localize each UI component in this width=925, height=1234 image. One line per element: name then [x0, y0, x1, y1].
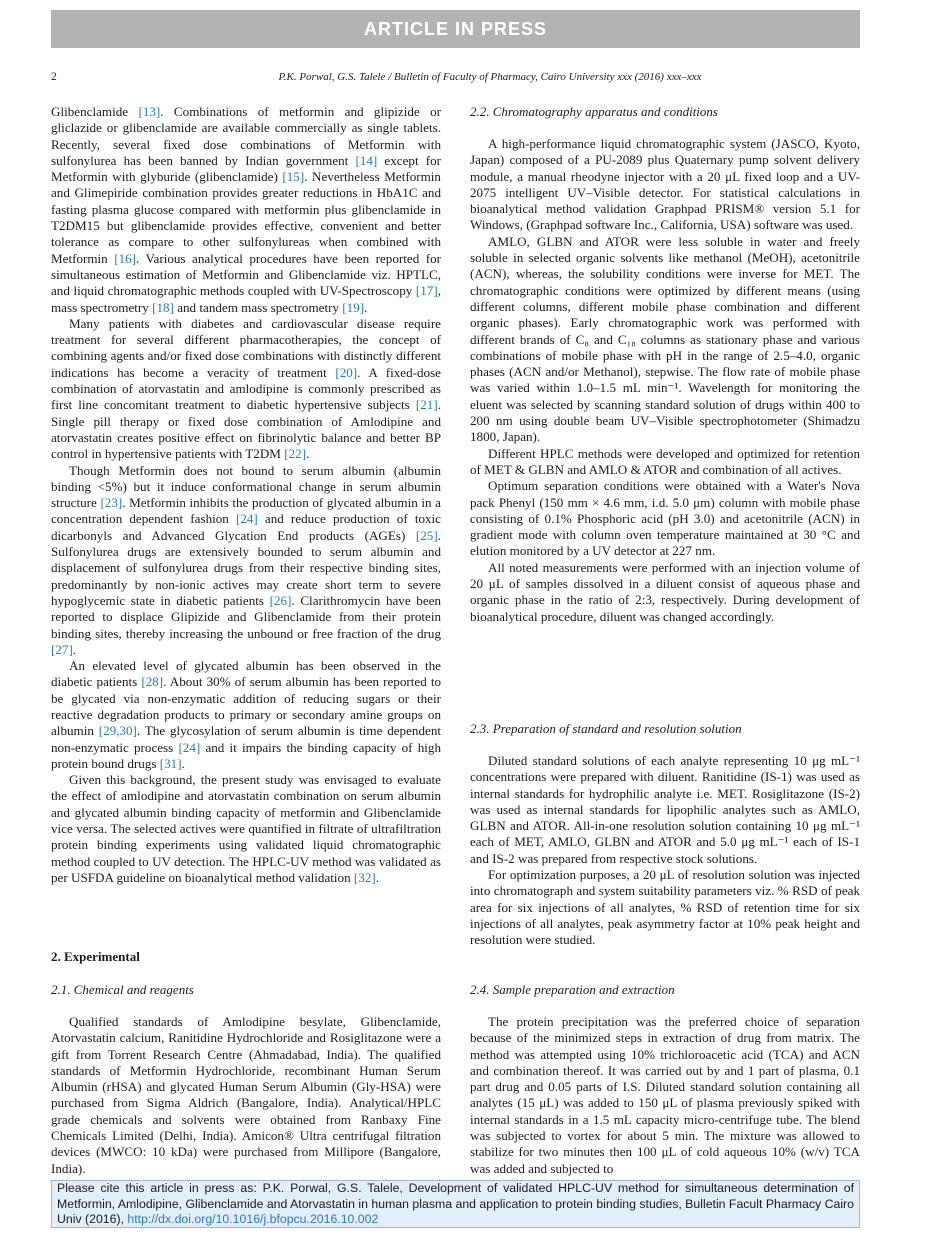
- reference-link[interactable]: [26]: [269, 592, 292, 608]
- article-in-press-banner: ARTICLE IN PRESS: [51, 10, 860, 48]
- paragraph: The protein precipitation was the preferred choice of separation because of the minimized steps in extraction of drug from matrix. The method was attempted using 10% trichloroacetic acid (TCA) and ACN and combination thereof. It was carried out by and 1 part of plasma, 0.1 part drug and 0.05 parts of I.S. Diluted standard solution containing all analytes (15 μL) was added to 150 μL of plasma previously spiked with internal standards in a 1.5 mL capacity micro-centrifuge tube. The blend was subjected to vortex for about 5 min. The mixture was allowed to stabilize for two minutes then 100 μL of cold aqueous 10% (w/v) TCA was added and subjected to: [470, 1014, 860, 1176]
- reference-link[interactable]: [28]: [141, 674, 164, 690]
- paragraph: Diluted standard solutions of each analyte representing 10 μg mL⁻¹ concentrations were prepared with diluent. Ranitidine (IS-1) was used as internal standards for hydrophilic analyte i.e. MET. Rosiglitazone (IS-2) was used as internal standards for lipophilic analytes such as AMLO, GLBN and ATOR. All-in-one resolution solution containing 10 μg mL⁻¹ each of MET, AMLO, GLBN and ATOR and 5.0 μg mL⁻¹ each of IS-1 and IS-2 was prepared from respective stock solutions.: [470, 753, 860, 866]
- reference-link[interactable]: [31]: [159, 755, 182, 771]
- left-column-intro: [51, 104, 441, 886]
- citation-box: [51, 1180, 860, 1228]
- section-2-4-body: [470, 1014, 860, 1177]
- reference-link[interactable]: [23]: [100, 495, 123, 511]
- subsection-heading-2-3: 2.3. Preparation of standard and resolution solution: [470, 721, 742, 736]
- reference-link[interactable]: [13]: [138, 104, 161, 119]
- paragraph: Optimum separation conditions were obtained with a Water's Nova pack Phenyl (150 mm × 4.6 mm, i.d. 5.0 μm) column with mobile phase consisting of 0.1% Phosphoric acid (pH 3.0) and acetonitrile (ACN) in gradient mode with column oven temperature maintained at 30 °C and elution monitored by a UV detector at 227 nm.: [470, 478, 860, 559]
- reference-link[interactable]: [29,30]: [98, 723, 137, 739]
- page-number: 2: [51, 71, 57, 83]
- section-2-2-body: [470, 136, 860, 625]
- paragraph: For optimization purposes, a 20 μL of resolution solution was injected into chromatograph and system suitability parameters viz. % RSD of peak area for six injections of all analytes, % RSD of retention time for six injections of all analytes, peak asymmetry factor at 10% peak height and resolution were studied.: [470, 867, 860, 948]
- reference-link[interactable]: [14]: [355, 152, 378, 168]
- paragraph: AMLO, GLBN and ATOR were less soluble in water and freely soluble in selected organic solvents like methanol (MeOH), acetonitrile (ACN), whereas, the solubility conditions were inverse for MET. The chromatographic conditions were optimized by different means (using different columns, different mobile phase combination and different organic phases). Early chromatographic work was performed with different brands of C₈ and C₁₈ columns as stationary phase and various combinations of mobile phase with pH in the range of 2.5–4.0, organic phases (ACN and/or Methanol), stepwise. The flow rate of mobile phase was varied within 1.0–1.5 mL min⁻¹. Wavelength for monitoring the eluent was selected by scanning standard solution of drugs within 400 to 200 nm using double beam UV–Visible spectrophotometer (Shimadzu 1800, Japan).: [470, 233, 860, 445]
- paragraph: Given this background, the present study was envisaged to evaluate the effect of amlodipine and atorvastatin combination on serum albumin and glycated albumin binding capacity of metformin and Glibenclamide vice versa. The selected actives were quantified in filtrate of ultrafiltration protein binding experiments using validated liquid chromatographic method coupled to UV detection. The HPLC-UV method was validated as per USFDA guideline on bioanalytical method validation [32].: [51, 772, 441, 885]
- reference-link[interactable]: [24]: [235, 511, 258, 527]
- section-heading-experimental: 2. Experimental: [51, 949, 140, 964]
- reference-link[interactable]: [25]: [415, 527, 438, 543]
- paragraph: An elevated level of glycated albumin has been observed in the diabetic patients [28]. About 30% of serum albumin has been reported to be glycated via non-enzymatic addition of reducing sugars or their reactive degradation products to primary or secondary amine groups on albumin [29,30]. The glycosylation of serum albumin is time dependent non-enzymatic process [24] and it impairs the binding capacity of high protein bound drugs [31].: [51, 658, 442, 771]
- citation-text: Please cite this article in press as: P.K. Porwal, G.S. Talele, Development of validated HPLC-UV method for simultaneous determination of Metformin, Amlodipine, Glibenclamide and Atorvastatin in human plasma and application to protein binding studies, Bulletin Facult Pharmacy Cairo Univ (2016),: [57, 1181, 854, 1227]
- paragraph: A high-performance liquid chromatographic system (JASCO, Kyoto, Japan) composed of a PU-2089 plus Quaternary pump solvent delivery module, a manual rheodyne injector with a 20 μL fixed loop and a UV-2075 intelligent UV–Visible detector. For statistical calculations in bioanalytical method validation Graphpad PRISM® version 5.1 for Windows, (Graphpad software Inc., California, USA) software was used.: [470, 136, 860, 233]
- paragraph: Many patients with diabetes and cardiovascular disease require treatment for several different pharmacotherapies, the concept of combining agents and/or fixed dose combinations with distinctly different indications has become a veracity of treatment [20]. A fixed-dose combination of atorvastatin and amlodipine is commonly prescribed as first line concomitant treatment to diabetic hypertensive subjects [21]. Single pill therapy or fixed dose combination of Amlodipine and atorvastatin creates positive effect on fibrinolytic balance and better BP control in hypertensive patients with T2DM [22].: [51, 315, 441, 462]
- reference-link[interactable]: [24]: [178, 739, 201, 755]
- section-2-1-body: [51, 1014, 441, 1177]
- paragraph: Though Metformin does not bound to serum albumin (albumin binding <5%) but it induce conformational change in serum albumin structure [23]. Metformin inhibits the production of glycated albumin in a concentration dependent fashion [24] and reduce production of toxic dicarbonyls and Advanced Glycation End products (AGEs) [25]. Sulfonylurea drugs are extensively bounded to serum albumin and displacement of sulfonylurea drugs from their respective binding sites, predominantly by non-ionic actives may create short term to severe hypoglycemic state in diabetic patients [26]. Clarithromycin have been reported to displace Glipizide and Glibenclamide from their protein binding sites, thereby increasing the unbound or free fraction of the drug [27].: [51, 462, 441, 657]
- subsection-heading-2-4: 2.4. Sample preparation and extraction: [470, 982, 675, 997]
- reference-link[interactable]: [18]: [152, 299, 174, 315]
- paragraph: All noted measurements were performed with an injection volume of 20 μL of samples dissolved in a diluent consist of aqueous phase and organic phase in the ratio of 2:3, respectively. During development of bioanalytical procedure, diluent was changed accordingly.: [470, 559, 860, 624]
- subsection-heading-2-2: 2.2. Chromatography apparatus and conditions: [470, 104, 718, 119]
- doi-link[interactable]: http://dx.doi.org/10.1016/j.bfopcu.2016.10.002: [127, 1212, 379, 1227]
- reference-link[interactable]: [27]: [51, 641, 73, 657]
- paragraph: Glibenclamide [13]. Combinations of metformin and glipizide or gliclazide or glibenclamide are available commercially as single tablets. Recently, several fixed dose combinations of Metformin with sulfonylurea has been banned by Indian government [14] except for Metformin with glyburide (glibenclamide) [15]. Nevertheless Metformin and Glimepiride combination provides greater reductions in HbA1C and fasting plasma glucose compared with metformin plus glibenclamide in T2DM15 but glibenclamide provides effective, convenient and better tolerance as compare to other sulfonylureas when combined with Metformin [16]. Various analytical procedures have been reported for simultaneous estimation of Metformin and Glibenclamide viz. HPTLC, and liquid chromatographic methods coupled with UV-Spectroscopy [17], mass spectrometry [18] and tandem mass spectrometry [19].: [51, 104, 442, 315]
- reference-link[interactable]: [20]: [335, 364, 358, 380]
- section-2-3-body: [470, 753, 860, 949]
- reference-link[interactable]: [16]: [114, 250, 137, 266]
- reference-link[interactable]: [32]: [353, 869, 376, 885]
- reference-link[interactable]: [21]: [415, 397, 438, 413]
- reference-link[interactable]: [19]: [342, 299, 365, 315]
- paragraph: Qualified standards of Amlodipine besylate, Glibenclamide, Atorvastatin calcium, Ranitidine Hydrochloride and Rosiglitazone were a gift from Torrent Research Centre (Ahmadabad, India). The qualified standards of Metformin Hydrochloride, recombinant Human Serum Albumin (rHSA) and glycated Human Serum Albumin (Gly-HSA) were purchased from Sigma Aldrich (Bangalore, India). Analytical/HPLC grade chemicals and solvents were obtained from Ranbaxy Fine Chemicals Limited (Delhi, India). Amicon® Ultra centrifugal filtration devices (MWCO: 10 kDa) were purchased from Millipore (Bangalore, India).: [51, 1014, 441, 1176]
- subsection-heading-2-1: 2.1. Chemical and reagents: [51, 982, 194, 997]
- reference-link[interactable]: [22]: [284, 446, 307, 462]
- running-head: P.K. Porwal, G.S. Talele / Bulletin of Faculty of Pharmacy, Cairo University xxx (2016) xxx–xxx: [278, 71, 702, 83]
- reference-link[interactable]: [15]: [282, 169, 305, 185]
- paragraph: Different HPLC methods were developed and optimized for retention of MET & GLBN and AMLO & ATOR and combination of all actives.: [470, 445, 860, 477]
- reference-link[interactable]: [17]: [415, 283, 438, 299]
